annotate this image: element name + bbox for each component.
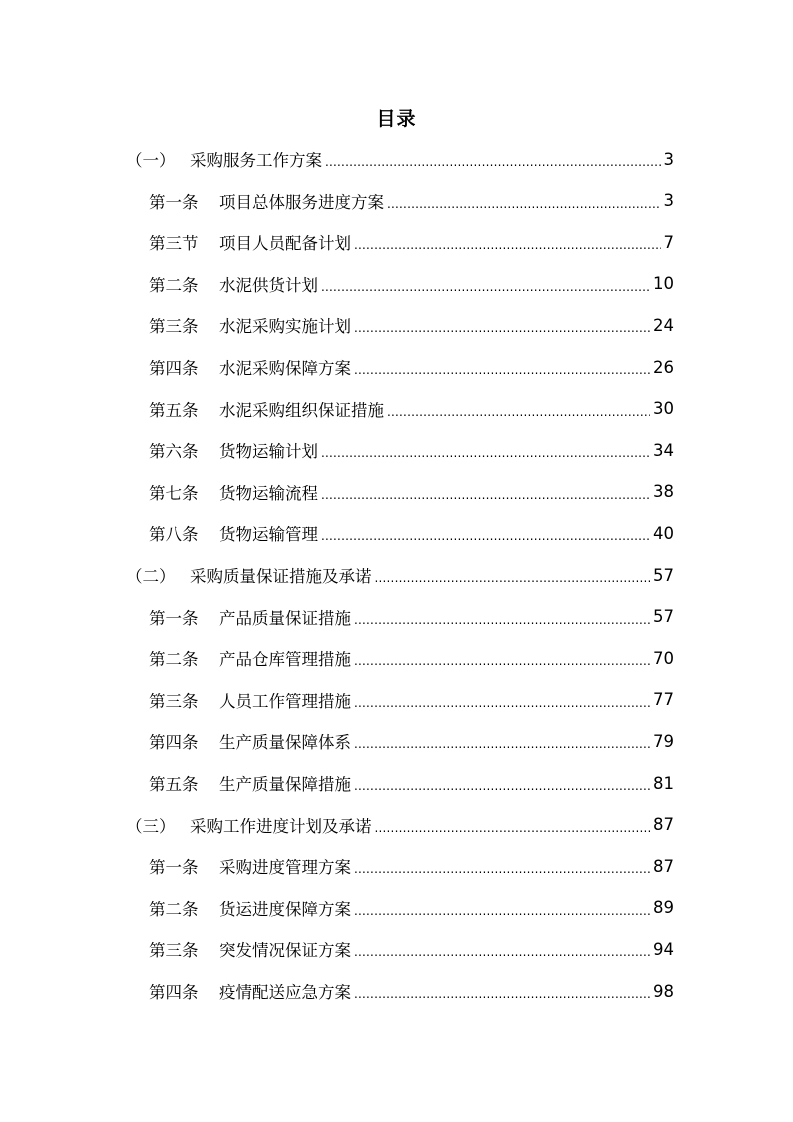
toc-entry-label: 货物运输管理 — [219, 525, 318, 545]
toc-entry-label: 产品质量保证措施 — [219, 608, 351, 628]
toc-dot-leader — [354, 945, 650, 959]
toc-entry-page-number: 7 — [663, 232, 674, 252]
toc-entry-page-number: 34 — [653, 440, 674, 460]
toc-dot-leader — [375, 821, 651, 835]
toc-entry-label: 生产质量保障体系 — [219, 733, 351, 753]
toc-entry-label: 人员工作管理措施 — [219, 691, 351, 711]
toc-entry-label: 采购工作进度计划及承诺 — [190, 816, 372, 836]
toc-entry[interactable] — [149, 472, 674, 512]
toc-entry-number: （三） — [126, 816, 176, 836]
toc-entry[interactable] — [126, 555, 674, 595]
toc-dot-leader — [387, 197, 661, 211]
toc-entry-number: 第二条 — [149, 650, 199, 670]
toc-dot-leader — [354, 696, 650, 710]
page-title: 目录 — [376, 108, 417, 130]
toc-entry[interactable] — [149, 389, 674, 429]
toc-entry-label: 疫情配送应急方案 — [219, 983, 351, 1002]
toc-entry[interactable] — [149, 597, 674, 637]
toc-entry-page-number: 87 — [653, 856, 674, 876]
toc-entry-page-number: 79 — [653, 731, 674, 751]
toc-dot-leader — [321, 446, 650, 460]
toc-entry-number: 第一条 — [149, 192, 199, 212]
toc-entry-number: （一） — [126, 151, 176, 170]
toc-entry-page-number: 70 — [653, 648, 674, 668]
toc-dot-leader — [375, 571, 651, 585]
toc-entry-number: 第五条 — [149, 775, 199, 794]
toc-entry-number: 第二条 — [149, 899, 199, 919]
toc-entry-page-number: 24 — [653, 315, 674, 335]
toc-entry-number: （二） — [126, 567, 176, 586]
toc-entry-number: 第八条 — [149, 525, 199, 545]
toc-entry-number: 第六条 — [149, 442, 199, 462]
toc-entry-label: 货物运输流程 — [219, 483, 318, 503]
toc-entry[interactable] — [149, 347, 674, 387]
toc-dot-leader — [354, 238, 661, 252]
toc-entry-page-number: 81 — [653, 773, 674, 793]
toc-entry[interactable] — [149, 181, 674, 221]
toc-entry-number: 第一条 — [149, 858, 199, 878]
toc-entry-label: 货运进度保障方案 — [219, 899, 351, 919]
toc-entry-page-number: 57 — [653, 565, 674, 585]
toc-entry[interactable] — [149, 430, 674, 470]
toc-entry-label: 项目总体服务进度方案 — [219, 192, 384, 212]
toc-entry-number: 第七条 — [149, 483, 199, 503]
toc-entry-label: 水泥采购组织保证措施 — [219, 400, 384, 420]
toc-entry[interactable] — [149, 513, 674, 553]
toc-entry-page-number: 26 — [653, 357, 674, 377]
toc-entry[interactable] — [149, 929, 674, 969]
toc-entry-label: 货物运输计划 — [219, 442, 318, 462]
toc-entry-number: 第三条 — [149, 941, 199, 961]
toc-entry-number: 第三节 — [149, 234, 199, 254]
toc-dot-leader — [354, 737, 650, 751]
toc-dot-leader — [321, 280, 650, 294]
toc-entry[interactable] — [149, 638, 674, 678]
toc-dot-leader — [354, 321, 650, 335]
toc-entry-label: 生产质量保障措施 — [219, 775, 351, 794]
toc-entry[interactable] — [149, 888, 674, 928]
toc-entry[interactable] — [149, 721, 674, 761]
toc-entry-label: 水泥采购保障方案 — [219, 359, 351, 378]
toc-dot-leader — [354, 904, 650, 918]
toc-entry-label: 项目人员配备计划 — [219, 234, 351, 254]
toc-dot-leader — [387, 405, 650, 419]
toc-entry-number: 第二条 — [149, 275, 199, 295]
toc-entry-page-number: 77 — [653, 690, 674, 710]
toc-dot-leader — [325, 155, 661, 169]
toc-dot-leader — [354, 862, 650, 876]
toc-entry-page-number: 98 — [653, 981, 674, 1001]
toc-entry[interactable] — [149, 680, 674, 720]
toc-dot-leader — [321, 488, 650, 502]
toc-entry-page-number: 57 — [653, 607, 674, 627]
toc-dot-leader — [354, 654, 650, 668]
toc-entry-number: 第四条 — [149, 733, 199, 753]
toc-entry-label: 采购质量保证措施及承诺 — [190, 567, 372, 586]
toc-entry-number: 第四条 — [149, 359, 199, 378]
toc-entry[interactable] — [149, 305, 674, 345]
toc-dot-leader — [321, 529, 650, 543]
toc-entry-page-number: 87 — [653, 815, 674, 835]
toc-entry-label: 水泥采购实施计划 — [219, 317, 351, 337]
toc-entry[interactable] — [149, 971, 674, 1011]
toc-entry-number: 第一条 — [149, 608, 199, 628]
toc-entry-number: 第三条 — [149, 317, 199, 337]
toc-dot-leader — [354, 363, 650, 377]
toc-entry-label: 突发情况保证方案 — [219, 941, 351, 961]
toc-entry[interactable] — [149, 846, 674, 886]
toc-entry-label: 采购服务工作方案 — [190, 151, 322, 170]
toc-dot-leader — [354, 613, 650, 627]
toc-entry-page-number: 38 — [653, 482, 674, 502]
toc-entry-page-number: 30 — [653, 399, 674, 419]
toc-entry-label: 产品仓库管理措施 — [219, 650, 351, 670]
toc-entry-label: 采购进度管理方案 — [219, 858, 351, 878]
toc-entry-page-number: 94 — [653, 939, 674, 959]
toc-entry-page-number: 3 — [663, 149, 674, 169]
toc-entry-page-number: 3 — [663, 191, 674, 211]
toc-entry-page-number: 40 — [653, 523, 674, 543]
toc-entry-label: 水泥供货计划 — [219, 275, 318, 295]
toc-entry-number: 第五条 — [149, 400, 199, 420]
toc-entry-number: 第四条 — [149, 983, 199, 1002]
toc-dot-leader — [354, 987, 650, 1001]
toc-dot-leader — [354, 779, 650, 793]
toc-entry-page-number: 10 — [653, 274, 674, 294]
toc-entry[interactable] — [149, 222, 674, 262]
toc-entry-page-number: 89 — [653, 898, 674, 918]
toc-entry[interactable] — [149, 763, 674, 803]
toc-entry[interactable] — [126, 805, 674, 845]
toc-entry[interactable] — [126, 139, 674, 179]
toc-entry[interactable] — [149, 264, 674, 304]
toc-entry-number: 第三条 — [149, 691, 199, 711]
